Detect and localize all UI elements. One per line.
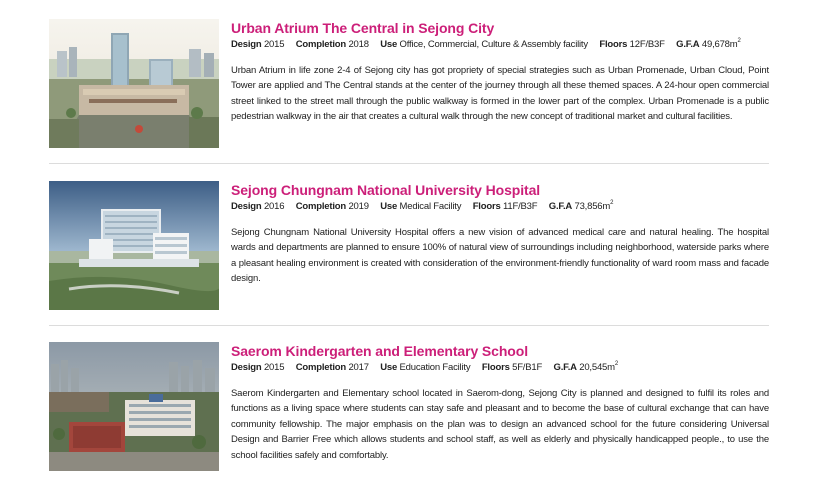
- floors-label: Floors: [481, 362, 510, 373]
- completion-label: Completion: [295, 362, 346, 373]
- floors-value: 5F/B1F: [512, 362, 543, 373]
- project-meta: [231, 200, 769, 213]
- design-year: 2016: [263, 201, 285, 212]
- project-info: [231, 19, 769, 125]
- use-label: Use: [380, 39, 398, 50]
- project-info: [231, 342, 769, 463]
- floors-label: Floors: [599, 39, 628, 50]
- project-description: Sejong Chungnam National University Hospital offers a new vision of advanced medical care and natural healing. The hospital wards and departments are planned to ensure 100% of natural view of surroundings including neighborhood, waterside parks where a pleasant healing environment is created with consideration of the environment-friendly functionality of ward room mass and facade design.: [231, 227, 769, 285]
- use-value: Education Facility: [399, 362, 471, 373]
- gfa-superscript: 2: [610, 199, 614, 206]
- section-divider: [49, 325, 769, 326]
- project-title: Urban Atrium The Central in Sejong City: [231, 20, 495, 36]
- completion-label: Completion: [295, 201, 346, 212]
- floors-value: 12F/B3F: [629, 39, 665, 50]
- gfa-superscript: 2: [737, 37, 741, 44]
- gfa-label: G.F.A: [548, 201, 573, 212]
- floors-label: Floors: [472, 201, 501, 212]
- gfa-superscript: 2: [614, 360, 618, 367]
- project-image-school: [49, 342, 219, 471]
- floors-value: 11F/B3F: [503, 201, 538, 212]
- gfa-label: G.F.A: [676, 39, 700, 50]
- project-meta: [231, 38, 769, 51]
- gfa-value: 20,545m: [579, 362, 615, 373]
- project-description: Saerom Kindergarten and Elementary school located in Saerom-dong, Sejong City is planned and designed to fulfil its roles and functions as a living space where students can stay safe and pleasant and to become the base of cultural exchange that can have community fellowship. The major emphasis on the plan was to design an advanced school for the future considering Universal Design and Barrier Free which allows students and school staff, as well as elderly and physically handicapped people., to use the school facilities safely and comfortably.: [231, 388, 769, 461]
- gfa-value: 73,856m: [574, 201, 611, 212]
- project-meta: [231, 361, 769, 374]
- design-label: Design: [231, 39, 262, 50]
- use-label: Use: [380, 201, 398, 212]
- design-label: Design: [231, 201, 262, 212]
- project-title: Saerom Kindergarten and Elementary School: [231, 343, 528, 359]
- use-value: Office, Commercial, Culture & Assembly facility: [399, 39, 588, 50]
- project-description: Urban Atrium in life zone 2-4 of Sejong city has got propriety of special strategies such as Urban Promenade, Urban Cloud, Point Tower are applied and The Central stands at the center of the journey through all these themed spaces. A 24-hour open commercial street linked to the street mall through the public walkway is formed in the lower part of the complex. Urban Promenade is a public pedestrian walkway in the air that creates a cultural walk through the new concept of traditional market and cultural facilities.: [231, 65, 769, 123]
- project-image-urban-atrium: [49, 19, 219, 148]
- completion-label: Completion: [295, 39, 346, 50]
- completion-year: 2019: [348, 201, 369, 212]
- design-year: 2015: [263, 39, 285, 50]
- project-image-hospital: [49, 181, 219, 310]
- completion-year: 2018: [348, 39, 369, 50]
- project-title: Sejong Chungnam National University Hospital: [231, 182, 541, 198]
- design-year: 2015: [263, 362, 285, 373]
- gfa-value: 49,678m: [701, 39, 738, 50]
- use-label: Use: [380, 362, 398, 373]
- use-value: Medical Facility: [399, 201, 462, 212]
- completion-year: 2017: [348, 362, 369, 373]
- project-info: [231, 181, 769, 287]
- section-divider: [49, 163, 769, 164]
- design-label: Design: [231, 362, 262, 373]
- gfa-label: G.F.A: [553, 362, 577, 373]
